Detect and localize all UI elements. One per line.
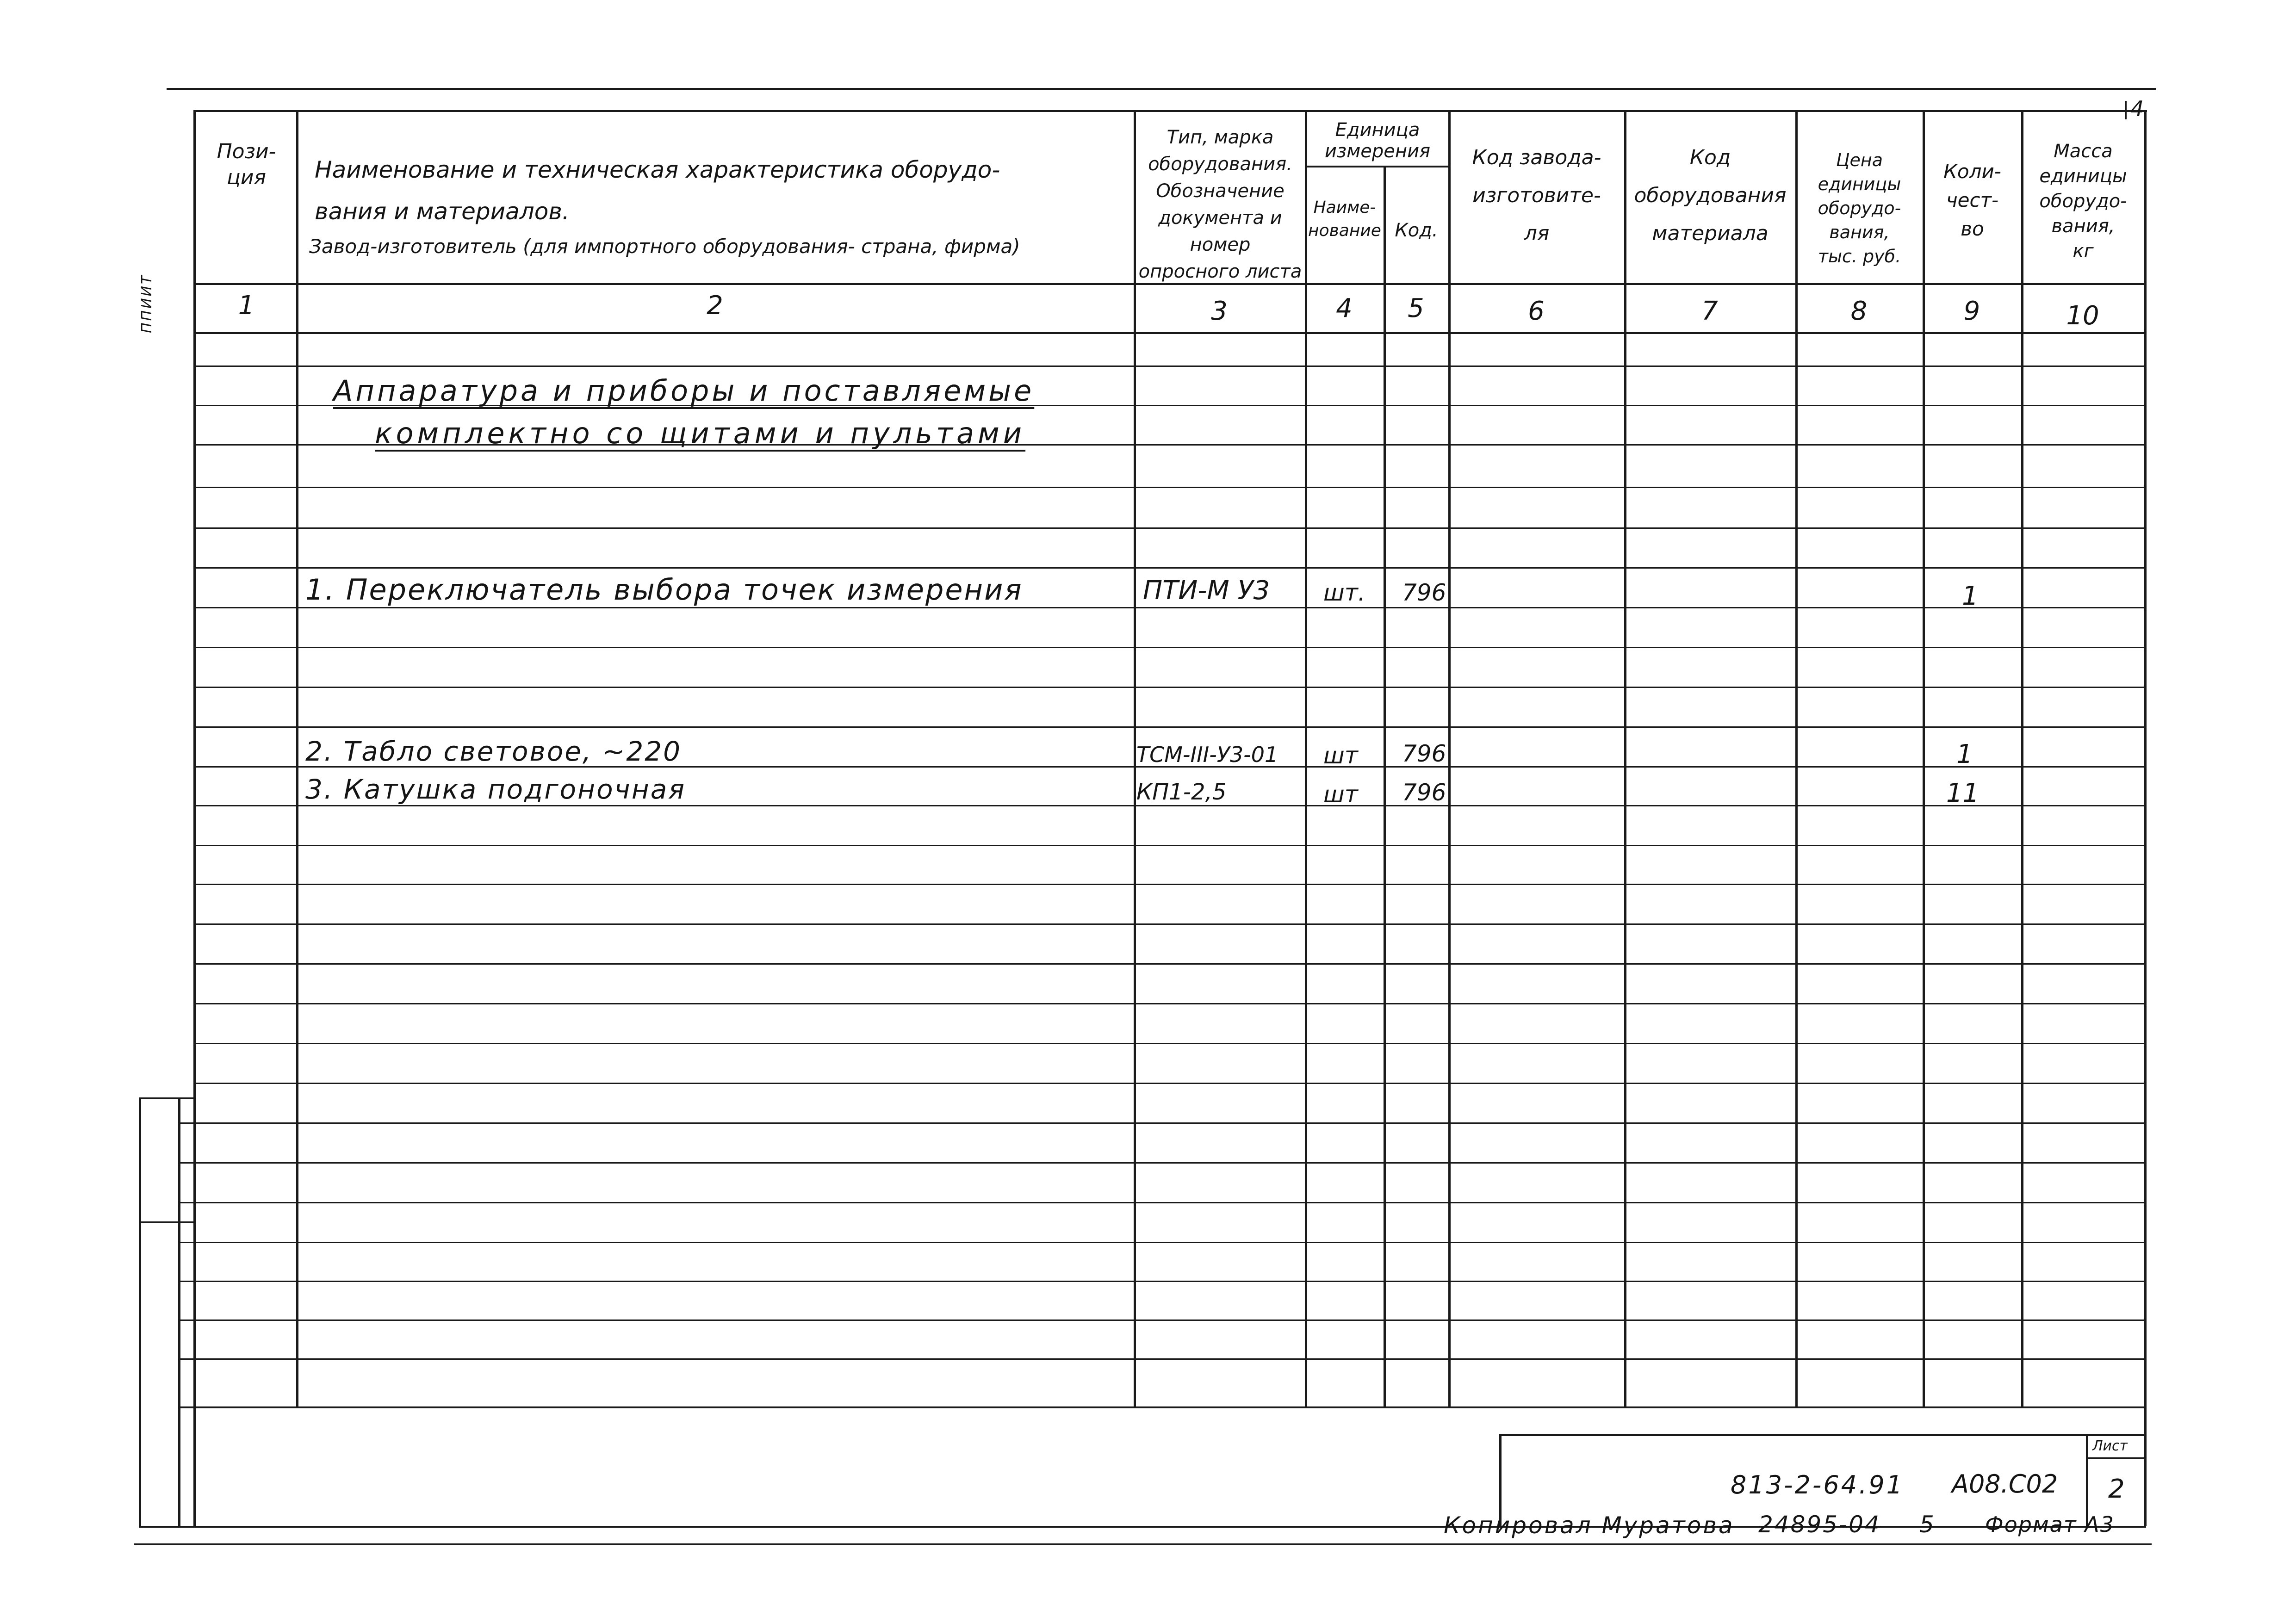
item-1-type: ПТИ-М У3 xyxy=(1143,576,1270,606)
order-number: 24895-04 xyxy=(1758,1511,1881,1538)
item-2-qty: 1 xyxy=(1956,739,1973,769)
colnum-row-bottom xyxy=(194,332,2145,334)
row-line xyxy=(194,1003,2145,1004)
row-line xyxy=(178,1281,2145,1282)
row-line xyxy=(194,647,2145,648)
row-line xyxy=(194,1043,2145,1044)
document-code: 813-2-64.91 xyxy=(1731,1470,1904,1499)
title-block-top xyxy=(1499,1434,2145,1436)
section-title-line2: комплектно со щитами и пультами xyxy=(375,416,1026,450)
item-1-name: 1. Переключатель выбора точек измерения xyxy=(305,573,1023,607)
item-3-unit: шт xyxy=(1323,781,1358,808)
frame-left-line xyxy=(193,110,196,1526)
footer-line xyxy=(134,1543,2152,1545)
copied-by: Копировал Муратова xyxy=(1444,1512,1735,1539)
row-line xyxy=(178,1202,2145,1203)
sheet-top-border xyxy=(167,88,2156,90)
row-line xyxy=(194,726,2145,728)
item-3-name: 3. Катушка подгоночная xyxy=(305,774,686,805)
colnum-10: 10 xyxy=(2066,301,2099,331)
unit-group-divider xyxy=(1305,166,1449,167)
copy-number: 5 xyxy=(1919,1511,1934,1538)
header-col7: Код оборудования материала xyxy=(1634,146,1787,245)
item-3-type: КП1-2,5 xyxy=(1136,779,1227,805)
row-line xyxy=(194,687,2145,688)
colnum-8: 8 xyxy=(1850,296,1868,326)
item-1-qty: 1 xyxy=(1962,581,1979,611)
row-line xyxy=(194,963,2145,965)
stamp-strip-mid xyxy=(139,1221,193,1223)
row-line xyxy=(178,1319,2145,1321)
row-line xyxy=(178,1358,2145,1360)
row-line xyxy=(194,805,2145,806)
frame-top-line xyxy=(194,110,2147,112)
header-unit-group: Единица измерения xyxy=(1324,119,1431,162)
colnum-1: 1 xyxy=(238,291,255,321)
header-col2-line3: Завод-изготовитель (для импортного оборудования- страна, фирма) xyxy=(309,235,1020,258)
item-2-code: 796 xyxy=(1402,740,1446,767)
sheet-mark: А08.С02 xyxy=(1952,1469,2058,1499)
colnum-7: 7 xyxy=(1701,296,1718,326)
item-1-unit: шт. xyxy=(1323,579,1365,606)
row-line xyxy=(194,527,2145,529)
col-line-4 xyxy=(1384,167,1386,1406)
item-3-code: 796 xyxy=(1402,779,1446,806)
colnum-3: 3 xyxy=(1211,296,1228,326)
item-2-type: ТСМ-III-У3-01 xyxy=(1136,742,1278,767)
header-col4: Наиме- нование xyxy=(1308,198,1381,240)
colnum-9: 9 xyxy=(1963,296,1980,326)
row-line xyxy=(178,1242,2145,1243)
row-line xyxy=(194,607,2145,608)
header-col6: Код завода- изготовите- ля xyxy=(1472,146,1601,245)
header-col5: Код. xyxy=(1395,220,1438,241)
header-col8: Цена единицы оборудо- вания, тыс. руб. xyxy=(1818,150,1901,266)
item-2-unit: шт xyxy=(1323,742,1358,769)
colnum-4: 4 xyxy=(1336,293,1353,323)
header-col1: Пози- ция xyxy=(217,140,276,189)
row-line xyxy=(194,845,2145,846)
title-block-sheet-divider xyxy=(2086,1457,2145,1459)
table-bottom-line xyxy=(178,1406,2146,1408)
sheet-corner-number: 4 xyxy=(2130,96,2144,121)
row-line xyxy=(194,884,2145,885)
stamp-strip-line-2 xyxy=(178,1097,180,1526)
colnum-6: 6 xyxy=(1528,296,1545,326)
sheet-number: 2 xyxy=(2108,1474,2125,1504)
row-line xyxy=(194,487,2145,488)
item-1-code: 796 xyxy=(1402,579,1446,606)
row-line xyxy=(194,923,2145,925)
header-col10: Масса единицы оборудо- вания, кг xyxy=(2039,141,2127,262)
row-line xyxy=(178,1122,2145,1124)
stamp-strip-line-1 xyxy=(139,1097,141,1526)
stamp-strip-top xyxy=(139,1097,193,1099)
colnum-2: 2 xyxy=(707,291,723,321)
section-title-line1: Аппаратура и приборы и поставляемые xyxy=(333,374,1035,408)
header-col3: Тип, марка оборудования. Обозначение документа и номер опросного листа xyxy=(1138,127,1302,282)
header-col9: Коли- чест- во xyxy=(1943,160,2001,240)
format: Формат А3 xyxy=(1985,1512,2115,1537)
row-line xyxy=(194,365,2145,367)
row-line xyxy=(178,1162,2145,1164)
frame-right-line xyxy=(2144,110,2147,1526)
item-3-qty: 11 xyxy=(1946,778,1980,808)
row-line xyxy=(194,1083,2145,1084)
row-line xyxy=(194,567,2145,569)
header-col2-line2: вания и материалов. xyxy=(315,198,570,225)
margin-mark: ППИИТ xyxy=(139,273,155,333)
header-col2-line1: Наименование и техническая характеристика оборудо- xyxy=(315,156,1000,183)
sheet-label: Лист xyxy=(2092,1438,2128,1454)
colnum-5: 5 xyxy=(1408,293,1424,323)
item-2-name: 2. Табло световое, ~220 xyxy=(305,736,682,767)
corner-divider xyxy=(2125,101,2127,119)
